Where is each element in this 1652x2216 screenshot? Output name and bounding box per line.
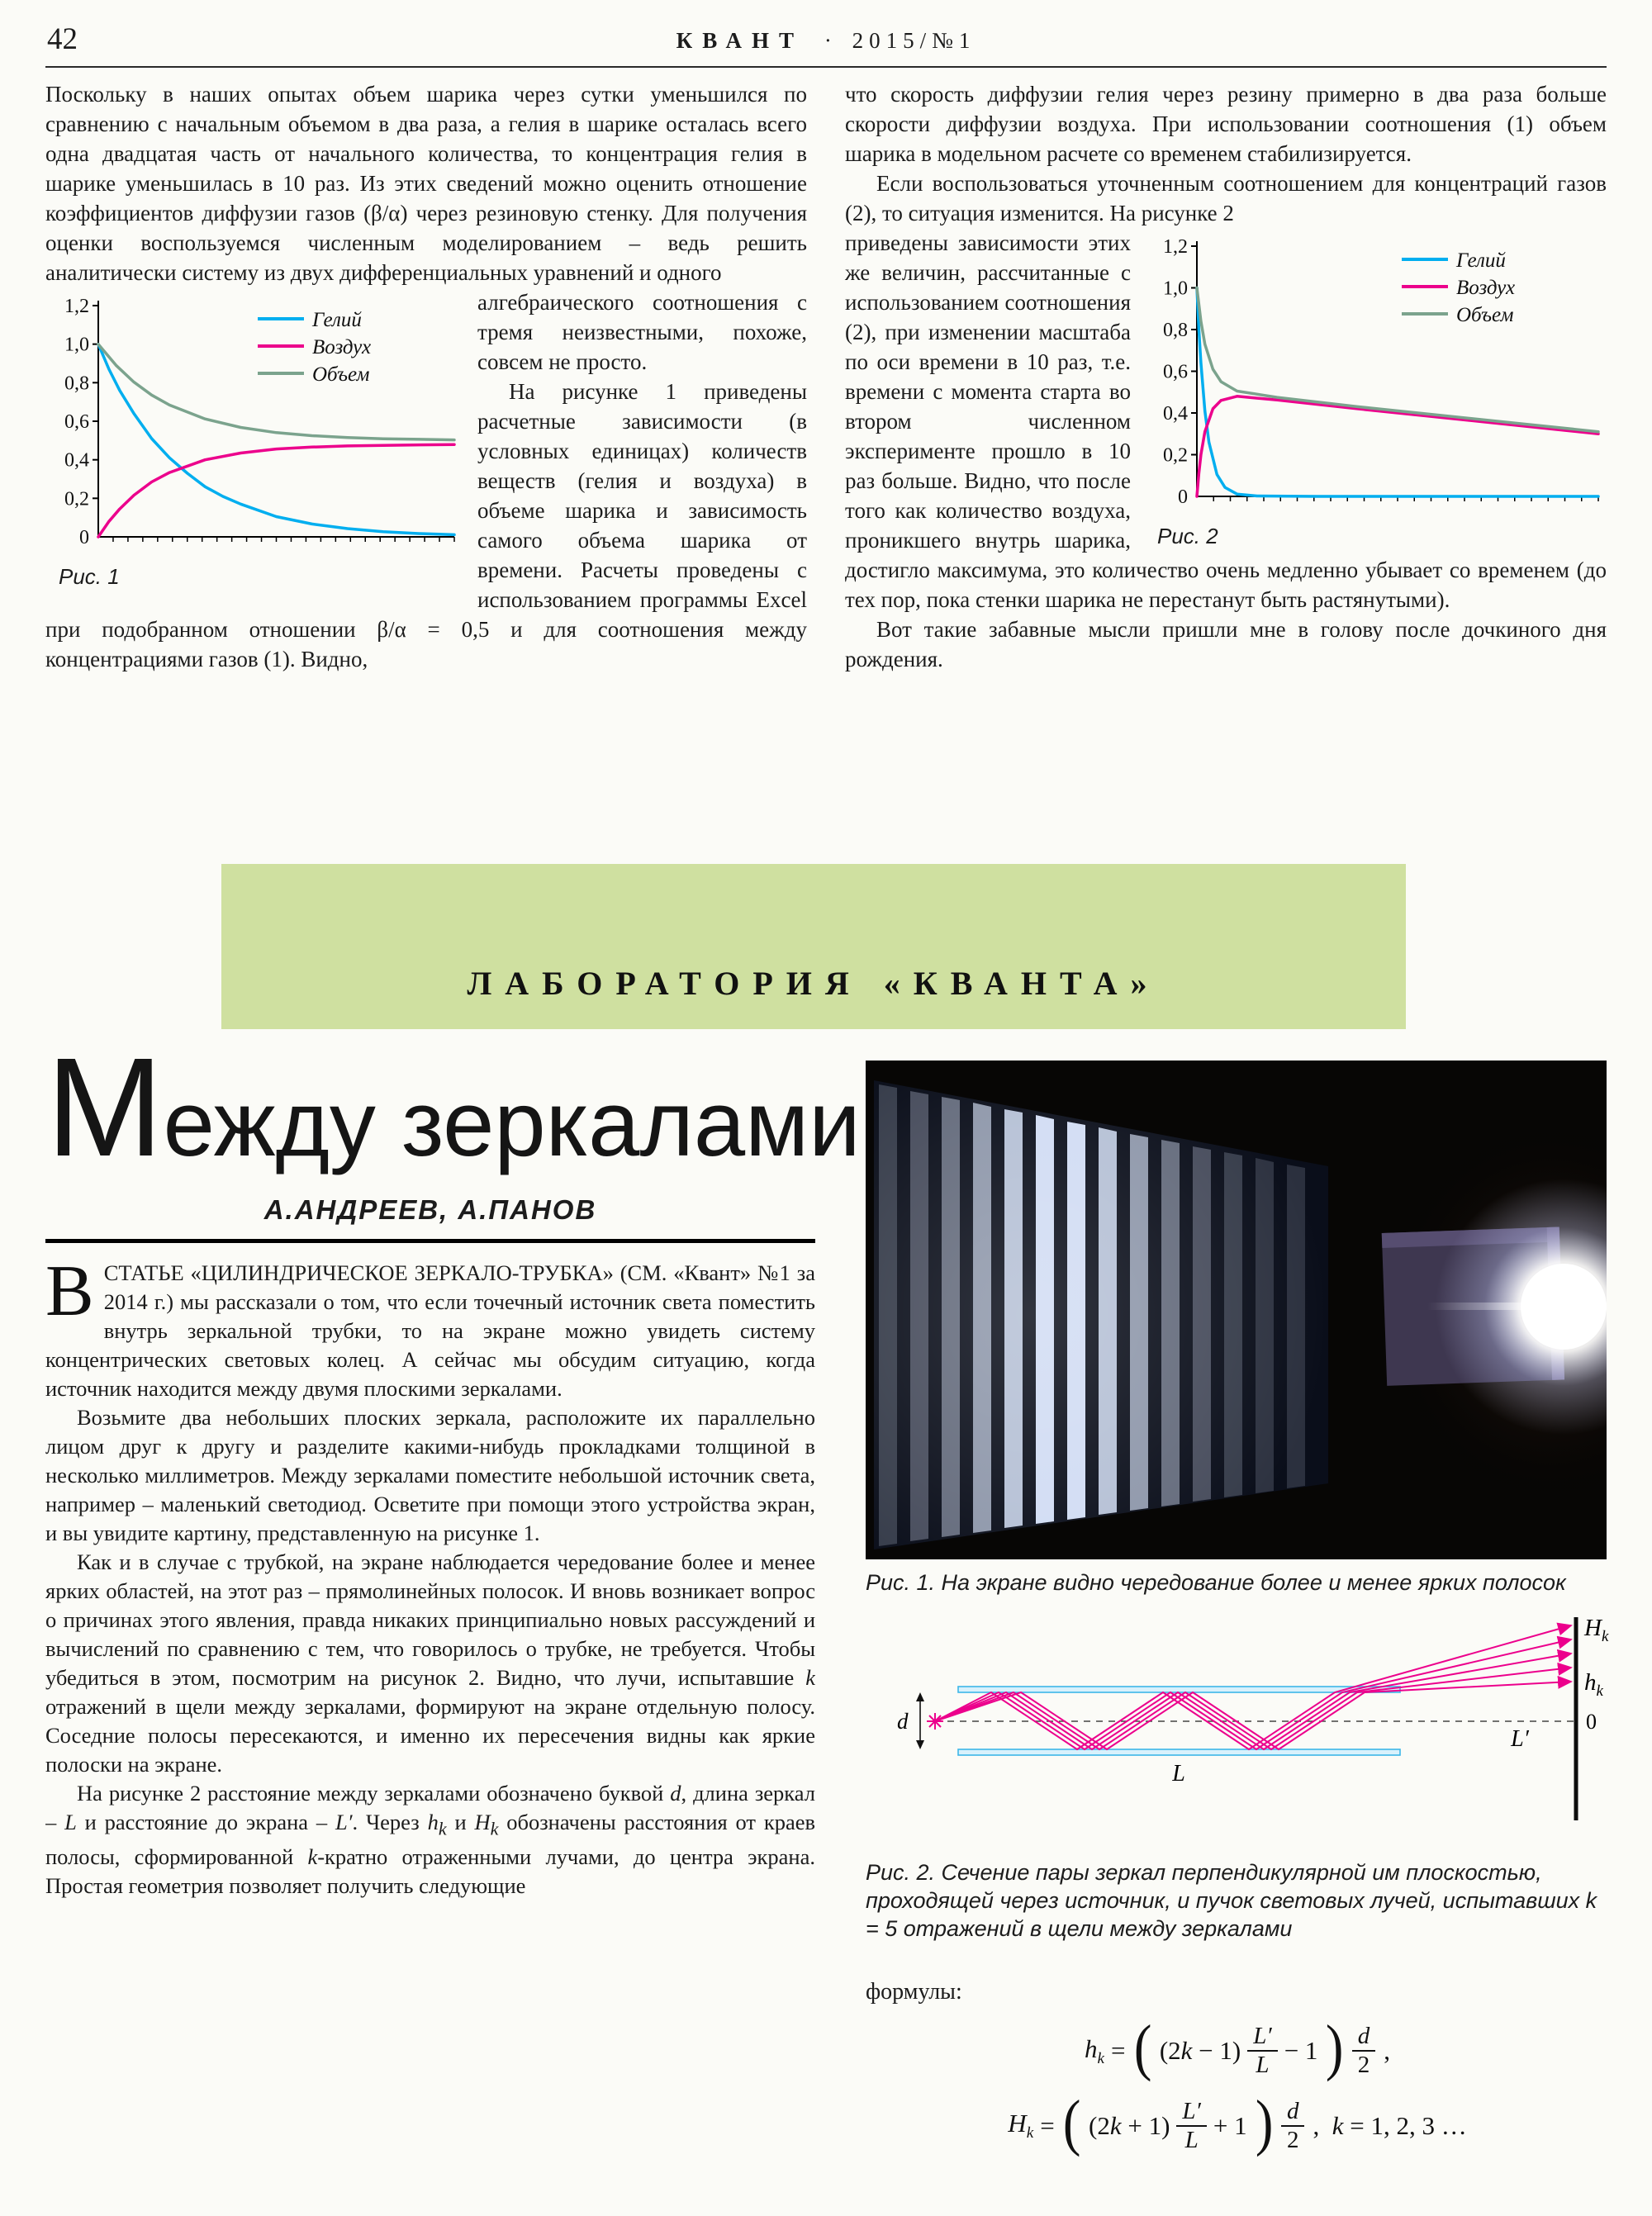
label-hk [1584,1669,1604,1700]
paragraph: На рисунке 2 расстояние между зеркалами обозначено буквой d, длина зеркал – L и расстояние до экрана – L′. Через $h_k$ и $H_k$ обозначены расстояния от краев полосы, сформированной k-кратно отраженными лучами, до центра экрана. Простая геометрия позволяет получить следующие [45,1781,815,1899]
paragraph: алгебраического соотношения с тремя неизвестными, похоже, совсем не просто. [477,290,807,374]
section-banner [221,864,1406,1029]
d-arrow-down [916,1740,924,1749]
svg-text:0,8: 0,8 [1163,320,1188,341]
f2-fraction-d2: $\frac{d}{2}$ [1281,2099,1305,2154]
paragraph: Возьмите два небольших плоских зеркала, расположите их параллельно лицом друг к другу и разделите какими-нибудь прокладками толщиной в несколько миллиметров. Между зеркалами поместите небольшой источник света, например – маленький светодиод. Осветите при помощи этого устройства экран, и вы увидите картину, представленную на рисунке 1. [45,1405,815,1545]
svg-text:1,0: 1,0 [1163,278,1188,300]
svg-text:0: 0 [1178,486,1188,508]
lead-text: СТАТЬЕ «ЦИЛИНДРИЧЕСКОЕ ЗЕРКАЛО-ТРУБКА» (СМ. «Квант» №1 за 2014 г.) мы рассказали о том, что если точечный источник света поместить внутрь зеркальной трубки, то на экране можно увидеть систему концентрических световых колец. А сейчас мы обсудим ситуацию, когда источник находится между двумя плоскими зеркалами. [45,1260,815,1401]
title-rest: ежду зеркалами [163,1072,861,1175]
f1-fraction-LL: $\frac{L'}{L}$ [1247,2024,1277,2079]
svg-text:0: 0 [79,527,89,548]
f1-tail: , [1384,2036,1390,2066]
paragraph: приведены зависимости этих же величин, рассчитанные с использованием соотношения (2), при изменении масштаба по оси времени в 10 раз, т.е. времени с момента старта во втором численном эксперименте прошло в 10 раз больше. Видно, что после того как количество воздуха, проникшего внутрь шарика, достигло максимума, это количество очень медленно убывает со временем (до тех пор, пока стенки шарика не перестанут быть растянутыми). [845,230,1607,612]
label-Hk-sub: k [1601,1628,1609,1645]
top-article [45,79,1607,864]
f1-minus-one: − 1 [1284,2036,1318,2066]
mirror-diagram [867,1612,1611,1840]
label-hk-main: h [1584,1669,1597,1696]
paragraph: На рисунке 1 приведены расчетные зависимости (в условных единицах) количеств веществ (гелия и воздуха) в объеме шарика и зависимость самого объема шарика от времени. Расчеты проведены с использованием программы Excel при подобранном отношении β/α = 0,5 и для соотношения между концентрациями газов (1). Видно, [45,379,807,671]
top-right-column [845,79,1607,864]
svg-text:Объем: Объем [312,363,370,386]
page-header [45,18,1607,68]
article-title [46,1029,861,1186]
f2-plus-one: + 1 [1213,2110,1247,2140]
label-d: d [897,1709,909,1734]
drop-cap: В [45,1259,94,1331]
svg-text:0,6: 0,6 [1163,361,1188,383]
diffusion-chart-2 [1144,235,1607,520]
authors-line: А.АНДРЕЕВ, А.ПАНОВ [45,1194,815,1243]
svg-text:0,8: 0,8 [64,372,89,395]
svg-text:0,2: 0,2 [64,488,89,510]
svg-text:Воздух: Воздух [1456,277,1516,299]
svg-text:0,4: 0,4 [1163,403,1188,425]
top-mirror [958,1687,1400,1692]
paragraph: Вот такие забавные мысли пришли мне в голову после дочкиного дня рождения. [845,617,1607,671]
f2-fraction-LL: $\frac{L'}{L}$ [1176,2099,1206,2154]
label-L-prime: L′ [1511,1726,1529,1752]
label-hk-sub: k [1596,1682,1603,1700]
journal-name: КВАНТ [676,28,805,53]
stripes-photo [866,1061,1607,1559]
f1-lhs: $h_k$ [1084,2033,1105,2067]
photo-caption: Рис. 1. На экране видно чередование более и менее ярких полосок [866,1570,1566,1595]
figure-caption: Рис. 1 [59,564,120,589]
svg-text:0,4: 0,4 [64,449,89,472]
svg-text:1,0: 1,0 [64,334,89,356]
diagram-caption: Рис. 2. Сечение пары зеркал перпендикулярной им плоскостью, проходящей через источник, и пучок световых лучей, испытавших k = 5 отражений в щели между зеркалами [866,1860,1597,1941]
paragraph: Как и в случае с трубкой, на экране наблюдается чередование более и менее ярких областей, на этот раз – прямолинейных полосок. И вновь возникает вопрос о причинах этого явления, правда никаких принципиально новых рассуждений и вычислений по сравнению с тем, что говорилось о трубке, не требуется. Чтобы убедиться в этом, посмотрим на рисунок 2. Видно, что лучи, испытавшие k отражений в щели между зеркалами, формируют на экране отдельную полосу. Соседние полосы пересекаются, и именно их пересечения видны как яркие полоски на экране. [45,1549,815,1777]
photo-figure [866,1061,1607,1559]
f2-open-paren: ( [1062,2087,1081,2157]
paragraph: что скорость диффузии гелия через резину примерно в два раза больше скорости диффузии воздуха. При использовании соотношения (1) объем шарика в модельном расчете со временем стабилизируется. [845,82,1607,166]
formulas-block [866,1979,1609,2173]
issue-label: 2015/№1 [852,28,976,53]
f2-factor: (2k + 1) [1089,2110,1170,2140]
label-Hk [1583,1615,1609,1645]
paragraph: Если воспользоваться уточненным соотношением для концентраций газов (2), то ситуация изменится. На рисунке 2 [845,171,1607,225]
figure-chart-2 [1144,235,1607,551]
page-number: 42 [47,22,78,56]
running-head [45,28,1607,54]
f2-lhs: $H_k$ [1008,2109,1034,2142]
svg-text:0,6: 0,6 [64,411,89,433]
svg-text:0,2: 0,2 [1163,444,1188,467]
label-zero: 0 [1586,1710,1597,1734]
f1-close-paren: ) [1326,2013,1344,2083]
f2-tail: , k = 1, 2, 3 … [1313,2110,1467,2140]
f1-factor: (2k − 1) [1159,2036,1241,2066]
d-arrow-up [916,1692,924,1701]
figure-caption: Рис. 2 [1157,524,1218,548]
svg-text:1,2: 1,2 [64,296,89,317]
svg-text:Гелий: Гелий [1456,249,1506,272]
f1-equals: = [1111,2036,1126,2066]
title-initial: М [46,1029,164,1186]
f2-close-paren: ) [1255,2087,1274,2157]
f1-open-paren: ( [1133,2013,1151,2083]
lead-paragraph [45,1259,815,1403]
top-left-column [45,79,807,864]
ray-diagram [867,1612,1611,1840]
f1-fraction-d2: $\frac{d}{2}$ [1352,2024,1376,2079]
f2-equals: = [1040,2110,1055,2140]
figure-chart-1 [45,294,463,591]
svg-text:Воздух: Воздух [312,336,372,358]
bottom-mirror [958,1749,1400,1755]
svg-text:1,2: 1,2 [1163,236,1188,258]
main-article-column [45,1259,815,2202]
diffusion-chart-1 [45,294,463,560]
paragraph: Поскольку в наших опытах объем шарика через сутки уменьшился по сравнению с начальным объемом в два раза, а гелия в шарике осталась всего одна двадцатая часть от начального количества, то концентрация гелия в шарике уменьшилась в 10 раз. Из этих сведений можно оценить отношение коэффициентов диффузии газов (β/α) через резиновую стенку. Для получения оценки воспользуемся численным моделированием – ведь решить аналитически систему из двух дифференциальных уравнений и одного [45,82,807,285]
lens-flare [1427,1303,1607,1310]
section-banner-label: ЛАБОРАТОРИЯ «КВАНТА» [467,965,1161,1002]
separator-dot: · [824,28,832,53]
svg-text:Гелий: Гелий [312,309,362,331]
formulas-intro: формулы: [866,1979,962,2005]
label-Hk-main: H [1584,1615,1602,1641]
formula-Hk [866,2087,1609,2157]
formula-hk [866,2013,1609,2083]
label-L: L [1172,1761,1185,1787]
svg-text:Объем: Объем [1456,304,1514,326]
